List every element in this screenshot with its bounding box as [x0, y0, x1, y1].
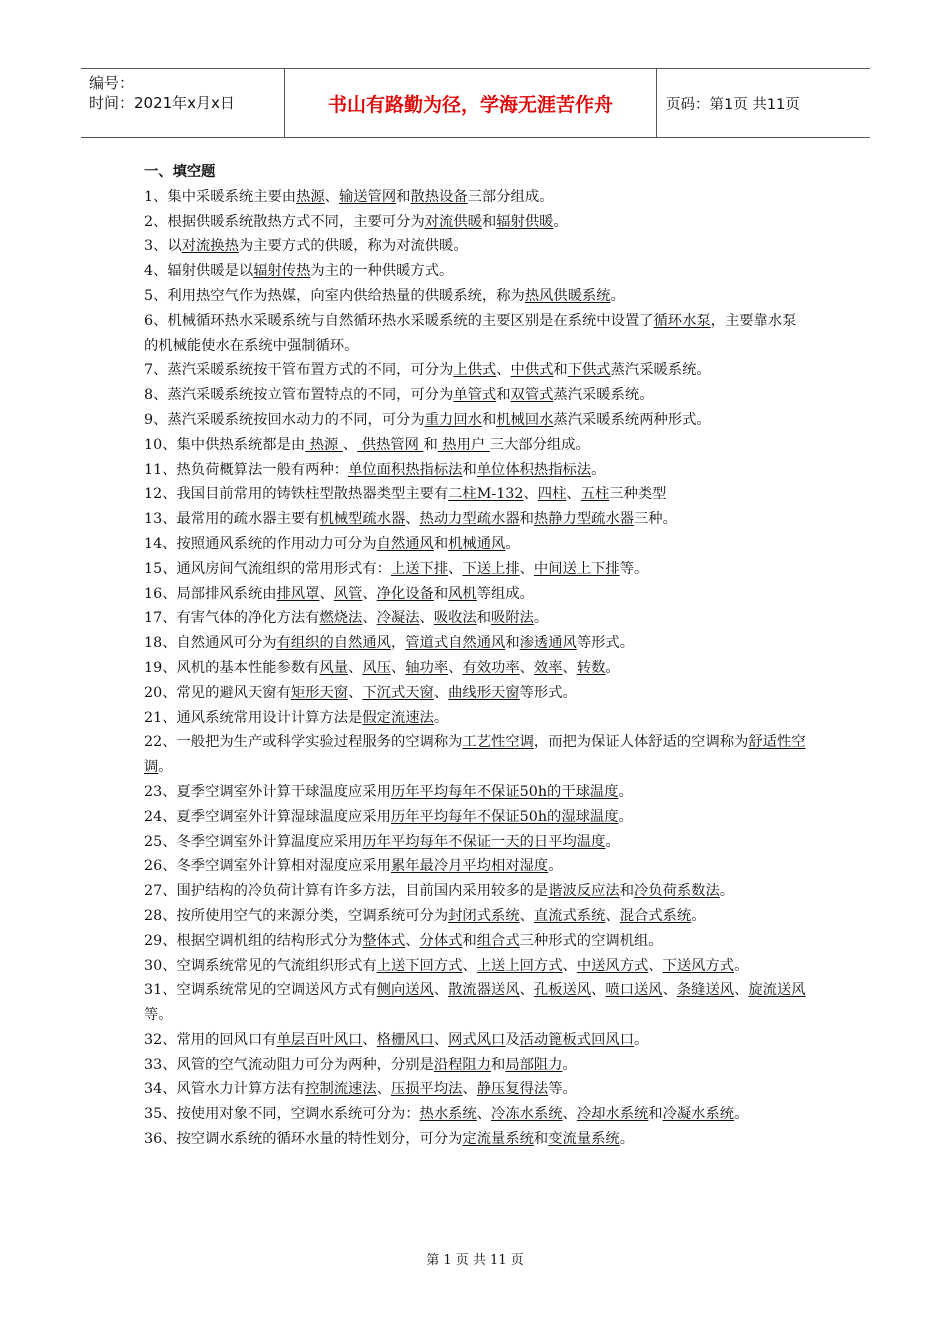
answer-text: 条缝送风: [676, 982, 735, 999]
question-text: 等。: [548, 1081, 577, 1098]
answer-text: 热静力型疏水器: [533, 511, 634, 528]
answer-text: 组合式: [476, 932, 520, 949]
question-text: 。: [548, 858, 563, 875]
question-text: 、: [390, 659, 406, 676]
answer-text: 压损平均法: [390, 1081, 463, 1098]
question-text: 、: [519, 560, 534, 577]
answer-text: 定流量系统: [462, 1131, 534, 1148]
answer-text: 双管式: [510, 387, 554, 404]
question-text: 、: [419, 610, 434, 627]
question-text: 、: [433, 982, 449, 999]
question-text: 等形式。: [576, 635, 634, 652]
answer-text: 直流式系统: [533, 907, 606, 924]
question-text: 5、利用热空气作为热媒，向室内供给热量的供暖系统，称为: [144, 287, 525, 304]
answer-text: 五柱: [580, 486, 610, 503]
question-item: [144, 582, 810, 607]
question-text: 21、通风系统常用设计计算方法是: [144, 709, 363, 726]
answer-text: 管道式自然通风: [405, 635, 506, 652]
question-text: 30、空调系统常见的气流组织形式有: [144, 957, 377, 974]
answer-text: 活动篦板式回风口: [519, 1031, 634, 1048]
answer-text: 散流器送风: [448, 982, 520, 999]
answer-text: 混合式系统: [619, 907, 692, 924]
section-title: 一、填空题: [144, 164, 216, 180]
question-text: 17、有害气体的净化方法有: [144, 610, 320, 627]
answer-text: 累年最冷月平均相对湿度: [390, 858, 549, 875]
answer-text: 辐射供暖: [496, 213, 554, 230]
answer-text: 历年平均每年不保证50h的干球温度: [390, 783, 619, 800]
question-item: [144, 681, 810, 706]
question-item: [144, 433, 810, 458]
answer-text: 工艺性空调: [462, 734, 534, 751]
answer-text: 变流量系统: [548, 1131, 620, 1148]
answer-text: 格栅风口: [376, 1031, 434, 1048]
question-text: 、: [519, 907, 534, 924]
answer-text: 净化设备: [376, 585, 434, 602]
question-text: 。: [618, 783, 633, 800]
question-text: 、: [496, 362, 511, 379]
question-item: [144, 309, 810, 359]
question-item: [144, 507, 810, 532]
question-text: 27、围护结构的冷负荷计算有许多方法，目前国内采用较多的是: [144, 883, 549, 900]
question-item: [144, 631, 810, 656]
page-label: 页码：第1页 共11页: [666, 96, 800, 113]
question-text: 35、按使用对象不同，空调水系统可分为：: [144, 1106, 420, 1123]
answer-text: 封闭式系统: [448, 907, 520, 924]
question-text: 和: [505, 635, 520, 652]
question-text: 和: [423, 436, 438, 453]
question-text: 等组成。: [476, 585, 534, 602]
question-item: [144, 954, 810, 979]
answer-text: 历年平均每年不保证一天的日平均温度: [362, 833, 606, 850]
question-text: ，而把为保证人体舒适的空调称为: [533, 734, 749, 751]
question-text: 、: [662, 982, 677, 999]
question-text: 三种。: [634, 511, 677, 528]
question-text: 。: [553, 213, 568, 230]
answer-text: 重力回水: [424, 411, 482, 428]
question-text: 、: [523, 486, 538, 503]
date-label: 时间：2021年x月x日: [89, 94, 235, 112]
question-text: 、: [566, 486, 581, 503]
answer-text: 中供式: [510, 362, 554, 379]
question-item: [144, 259, 810, 284]
answer-text: 对流换热: [181, 238, 239, 255]
answer-text: 散热设备: [410, 188, 468, 205]
question-text: 和: [433, 585, 449, 602]
question-text: 和: [476, 610, 492, 627]
question-text: 3、以: [144, 238, 182, 255]
question-text: 32、常用的回风口有: [144, 1031, 277, 1048]
answer-text: 风管: [333, 585, 363, 602]
question-text: 、: [562, 957, 577, 974]
question-text: 11、热负荷概算法一般有两种：: [144, 461, 349, 478]
answer-text: 机械通风: [448, 535, 506, 552]
question-text: 和: [496, 387, 511, 404]
answer-text: 热风供暖系统: [524, 287, 611, 304]
question-item: [144, 730, 810, 780]
header-left-cell: [81, 69, 284, 141]
question-item: [144, 929, 810, 954]
question-text: 、: [405, 932, 420, 949]
question-item: [144, 383, 810, 408]
question-item: [144, 805, 810, 830]
motto: 书山有路勤为径，学海无涯苦作舟: [284, 69, 657, 137]
question-text: 。: [719, 883, 735, 900]
question-text: 13、最常用的疏水器主要有: [144, 511, 320, 528]
question-text: 、: [562, 659, 577, 676]
answer-text: 循环水泵: [653, 312, 711, 329]
question-text: 。: [505, 535, 520, 552]
question-text: 、: [562, 1106, 577, 1123]
question-text: 。: [605, 833, 620, 850]
question-text: 、: [648, 957, 663, 974]
question-text: 、: [476, 1106, 492, 1123]
answer-text: 整体式: [362, 932, 406, 949]
question-text: 、: [734, 982, 749, 999]
answer-text: 冷冻水系统: [491, 1106, 563, 1123]
question-item: [144, 1028, 810, 1053]
question-item: [144, 234, 810, 259]
question-text: 。: [610, 287, 625, 304]
question-text: 15、通风房间气流组织的常用形式有：: [144, 560, 391, 577]
answer-text: 静压复得法: [476, 1081, 549, 1098]
header-table: [81, 68, 870, 138]
answer-text: 吸附法: [491, 610, 534, 627]
question-text: 、: [462, 957, 477, 974]
answer-text: 中间送上下排: [533, 560, 620, 577]
answer-text: 侧向送风: [376, 982, 434, 999]
question-text: 、: [342, 436, 358, 453]
question-item: [144, 606, 810, 631]
question-text: 8、蒸汽采暖系统按立管布置特点的不同，可分为: [144, 387, 454, 404]
question-text: 。: [734, 1106, 749, 1123]
question-text: 26、冬季空调室外计算相对湿度应采用: [144, 858, 391, 875]
answer-text: 控制流速法: [305, 1081, 377, 1098]
answer-text: 旋流送风: [748, 982, 806, 999]
question-text: 24、夏季空调室外计算湿球温度应采用: [144, 808, 391, 825]
question-item: [144, 185, 810, 210]
answer-text: 上供式: [453, 362, 497, 379]
answer-text: 沿程阻力: [433, 1056, 492, 1073]
question-text: 蒸汽采暖系统两种形式。: [553, 411, 711, 428]
question-text: 、: [348, 684, 363, 701]
question-text: 和: [553, 362, 568, 379]
answer-text: 历年平均每年不保证50h的湿球温度: [390, 808, 619, 825]
question-text: 6、机械循环热水采暖系统与自然循环热水采暖系统的主要区别是在系统中设置了: [144, 312, 654, 329]
question-text: 、: [348, 659, 363, 676]
question-text: ，主要靠水泵的机械能使水在系统中强制循环。: [144, 312, 797, 354]
question-text: 、: [605, 907, 620, 924]
question-text: 、: [591, 982, 606, 999]
answer-text: 热动力型疏水器: [419, 511, 520, 528]
question-text: 12、我国目前常用的铸铁柱型散热器类型主要有: [144, 486, 449, 503]
question-text: 等。: [619, 560, 649, 577]
question-text: 。: [562, 1056, 577, 1073]
question-item: [144, 482, 810, 507]
answer-text: 单层百叶风口: [276, 1031, 363, 1048]
question-item: [144, 1053, 810, 1078]
question-text: 、: [433, 684, 449, 701]
answer-text: 排风罩: [276, 585, 320, 602]
question-item: [144, 904, 810, 929]
document-body: [144, 160, 810, 1152]
question-item: [144, 532, 810, 557]
question-item: [144, 557, 810, 582]
answer-text: 冷负荷系数法: [634, 883, 720, 900]
question-text: 22、一般把为生产或科学实验过程服务的空调称为: [144, 734, 463, 751]
question-text: 和: [462, 461, 477, 478]
question-text: 。: [691, 907, 706, 924]
question-text: 为主的一种供暖方式。: [310, 263, 454, 280]
answer-text: 热源: [296, 188, 325, 205]
answer-text: 燃烧法: [319, 610, 363, 627]
answer-text: 效率: [533, 659, 563, 676]
answer-text: 中送风方式: [576, 957, 649, 974]
answer-text: 热水系统: [419, 1106, 477, 1123]
question-item: [144, 358, 810, 383]
answer-text: 热源: [305, 436, 343, 453]
answer-text: 上送上回方式: [476, 957, 563, 974]
question-text: 28、按所使用空气的来源分类，空调系统可分为: [144, 907, 449, 924]
question-text: 。: [734, 957, 749, 974]
answer-text: 局部阻力: [505, 1056, 563, 1073]
question-text: 。: [618, 808, 633, 825]
question-item: [144, 978, 810, 1028]
answer-text: 上送下回方式: [376, 957, 463, 974]
question-text: 、: [448, 659, 463, 676]
answer-text: 转数: [576, 659, 606, 676]
answer-text: 单管式: [453, 387, 497, 404]
question-text: 10、集中供热系统都是由: [144, 436, 306, 453]
question-item: [144, 284, 810, 309]
page-footer: 第 1 页 共 11 页: [426, 1253, 524, 1268]
answer-text: 矩形天窗: [290, 684, 349, 701]
answer-text: 四柱: [537, 486, 567, 503]
question-list: [144, 185, 810, 1152]
question-text: 三部分组成。: [467, 188, 554, 205]
question-text: 14、按照通风系统的作用动力可分为: [144, 535, 377, 552]
question-text: 和: [491, 1056, 506, 1073]
answer-text: 分体式: [419, 932, 463, 949]
question-text: 、: [362, 1031, 377, 1048]
question-text: 。: [591, 461, 606, 478]
question-item: [144, 1127, 810, 1152]
answer-text: 风量: [319, 659, 349, 676]
question-text: 和: [619, 883, 634, 900]
question-text: 。: [605, 659, 620, 676]
answer-text: 对流供暖: [424, 213, 482, 230]
question-text: ，: [390, 635, 406, 652]
question-text: 。: [433, 709, 449, 726]
answer-text: 渗透通风: [519, 635, 577, 652]
question-text: 、: [319, 585, 334, 602]
answer-text: 下沉式天窗: [362, 684, 434, 701]
answer-text: 下供式: [567, 362, 611, 379]
question-text: 和: [396, 188, 411, 205]
question-text: 等。: [144, 1007, 173, 1024]
number-label: 编号：: [89, 74, 135, 92]
question-text: 为主要方式的供暖，称为对流供暖。: [238, 238, 468, 255]
question-item: [144, 210, 810, 235]
question-text: 和: [533, 1131, 549, 1148]
answer-text: 机械回水: [496, 411, 554, 428]
question-text: 。: [533, 610, 549, 627]
question-text: 、: [519, 982, 534, 999]
answer-text: 吸收法: [433, 610, 477, 627]
answer-text: 有效功率: [462, 659, 520, 676]
answer-text: 冷凝法: [376, 610, 420, 627]
question-text: 、: [362, 610, 377, 627]
question-text: 蒸汽采暖系统。: [610, 362, 711, 379]
question-text: 和: [433, 535, 449, 552]
answer-text: 有组织的自然通风: [276, 635, 391, 652]
question-text: 三大部分组成。: [489, 436, 590, 453]
question-text: 18、自然通风可分为: [144, 635, 277, 652]
question-item: [144, 458, 810, 483]
question-text: 和: [519, 511, 534, 528]
question-text: 和: [481, 213, 497, 230]
question-text: 、: [362, 585, 377, 602]
question-item: [144, 854, 810, 879]
question-text: 。: [634, 1031, 649, 1048]
question-text: 、: [405, 511, 420, 528]
question-text: 和: [481, 411, 497, 428]
answer-text: 舒适性空调: [144, 734, 806, 776]
answer-text: 冷凝水系统: [662, 1106, 735, 1123]
question-item: [144, 1077, 810, 1102]
answer-text: 轴功率: [405, 659, 449, 676]
answer-text: 谐波反应法: [548, 883, 620, 900]
answer-text: 机械型疏水器: [319, 511, 406, 528]
answer-text: 下送风方式: [662, 957, 735, 974]
question-text: 及: [505, 1031, 520, 1048]
question-text: 7、蒸汽采暖系统按干管布置方式的不同，可分为: [144, 362, 454, 379]
question-text: 、: [376, 1081, 391, 1098]
question-text: 蒸汽采暖系统。: [553, 387, 654, 404]
answer-text: 风机: [448, 585, 477, 602]
question-text: 三种类型: [609, 486, 667, 503]
answer-text: 自然通风: [376, 535, 434, 552]
question-text: 等形式。: [519, 684, 577, 701]
answer-text: 上送下排: [390, 560, 449, 577]
question-text: 1、集中采暖系统主要由: [144, 188, 297, 205]
question-text: 20、常见的避风天窗有: [144, 684, 291, 701]
question-text: 、: [448, 560, 463, 577]
question-text: 。: [619, 1131, 634, 1148]
question-text: 4、辐射供暖是以: [144, 263, 254, 280]
question-item: [144, 830, 810, 855]
answer-text: 供热管网: [357, 436, 424, 453]
answer-text: 二柱M-132: [448, 486, 524, 503]
answer-text: 输送管网: [338, 188, 397, 205]
question-text: 、: [433, 1031, 449, 1048]
question-text: 、: [462, 1081, 477, 1098]
question-item: [144, 408, 810, 433]
answer-text: 冷却水系统: [576, 1106, 649, 1123]
question-text: 9、蒸汽采暖系统按回水动力的不同，可分为: [144, 411, 425, 428]
question-text: 29、根据空调机组的结构形式分为: [144, 932, 363, 949]
answer-text: 辐射传热: [253, 263, 311, 280]
question-text: 三种形式的空调机组。: [519, 932, 663, 949]
question-text: 16、局部排风系统由: [144, 585, 277, 602]
question-text: 25、冬季空调室外计算温度应采用: [144, 833, 363, 850]
answer-text: 假定流速法: [362, 709, 434, 726]
question-text: 、: [519, 659, 534, 676]
answer-text: 孔板送风: [533, 982, 592, 999]
answer-text: 曲线形天窗: [448, 684, 520, 701]
question-text: 、: [324, 188, 339, 205]
question-text: 。: [158, 759, 173, 776]
answer-text: 风压: [362, 659, 391, 676]
question-text: 19、风机的基本性能参数有: [144, 659, 320, 676]
question-text: 33、风管的空气流动阻力可分为两种，分别是: [144, 1056, 434, 1073]
question-text: 23、夏季空调室外计算干球温度应采用: [144, 783, 391, 800]
question-text: 34、风管水力计算方法有: [144, 1081, 306, 1098]
question-item: [144, 879, 810, 904]
answer-text: 单位面积热指标法: [348, 461, 463, 478]
question-text: 31、空调系统常见的空调送风方式有: [144, 982, 377, 999]
question-item: [144, 656, 810, 681]
answer-text: 热用户: [437, 436, 490, 453]
answer-text: 喷口送风: [605, 982, 663, 999]
question-item: [144, 706, 810, 731]
question-text: 和: [462, 932, 477, 949]
question-text: 和: [648, 1106, 663, 1123]
question-text: 2、根据供暖系统散热方式不同，主要可分为: [144, 213, 425, 230]
answer-text: 网式风口: [448, 1031, 506, 1048]
answer-text: 单位体积热指标法: [476, 461, 592, 478]
answer-text: 下送上排: [462, 560, 520, 577]
question-item: [144, 780, 810, 805]
question-text: 36、按空调水系统的循环水量的特性划分，可分为: [144, 1131, 463, 1148]
question-item: [144, 1102, 810, 1127]
